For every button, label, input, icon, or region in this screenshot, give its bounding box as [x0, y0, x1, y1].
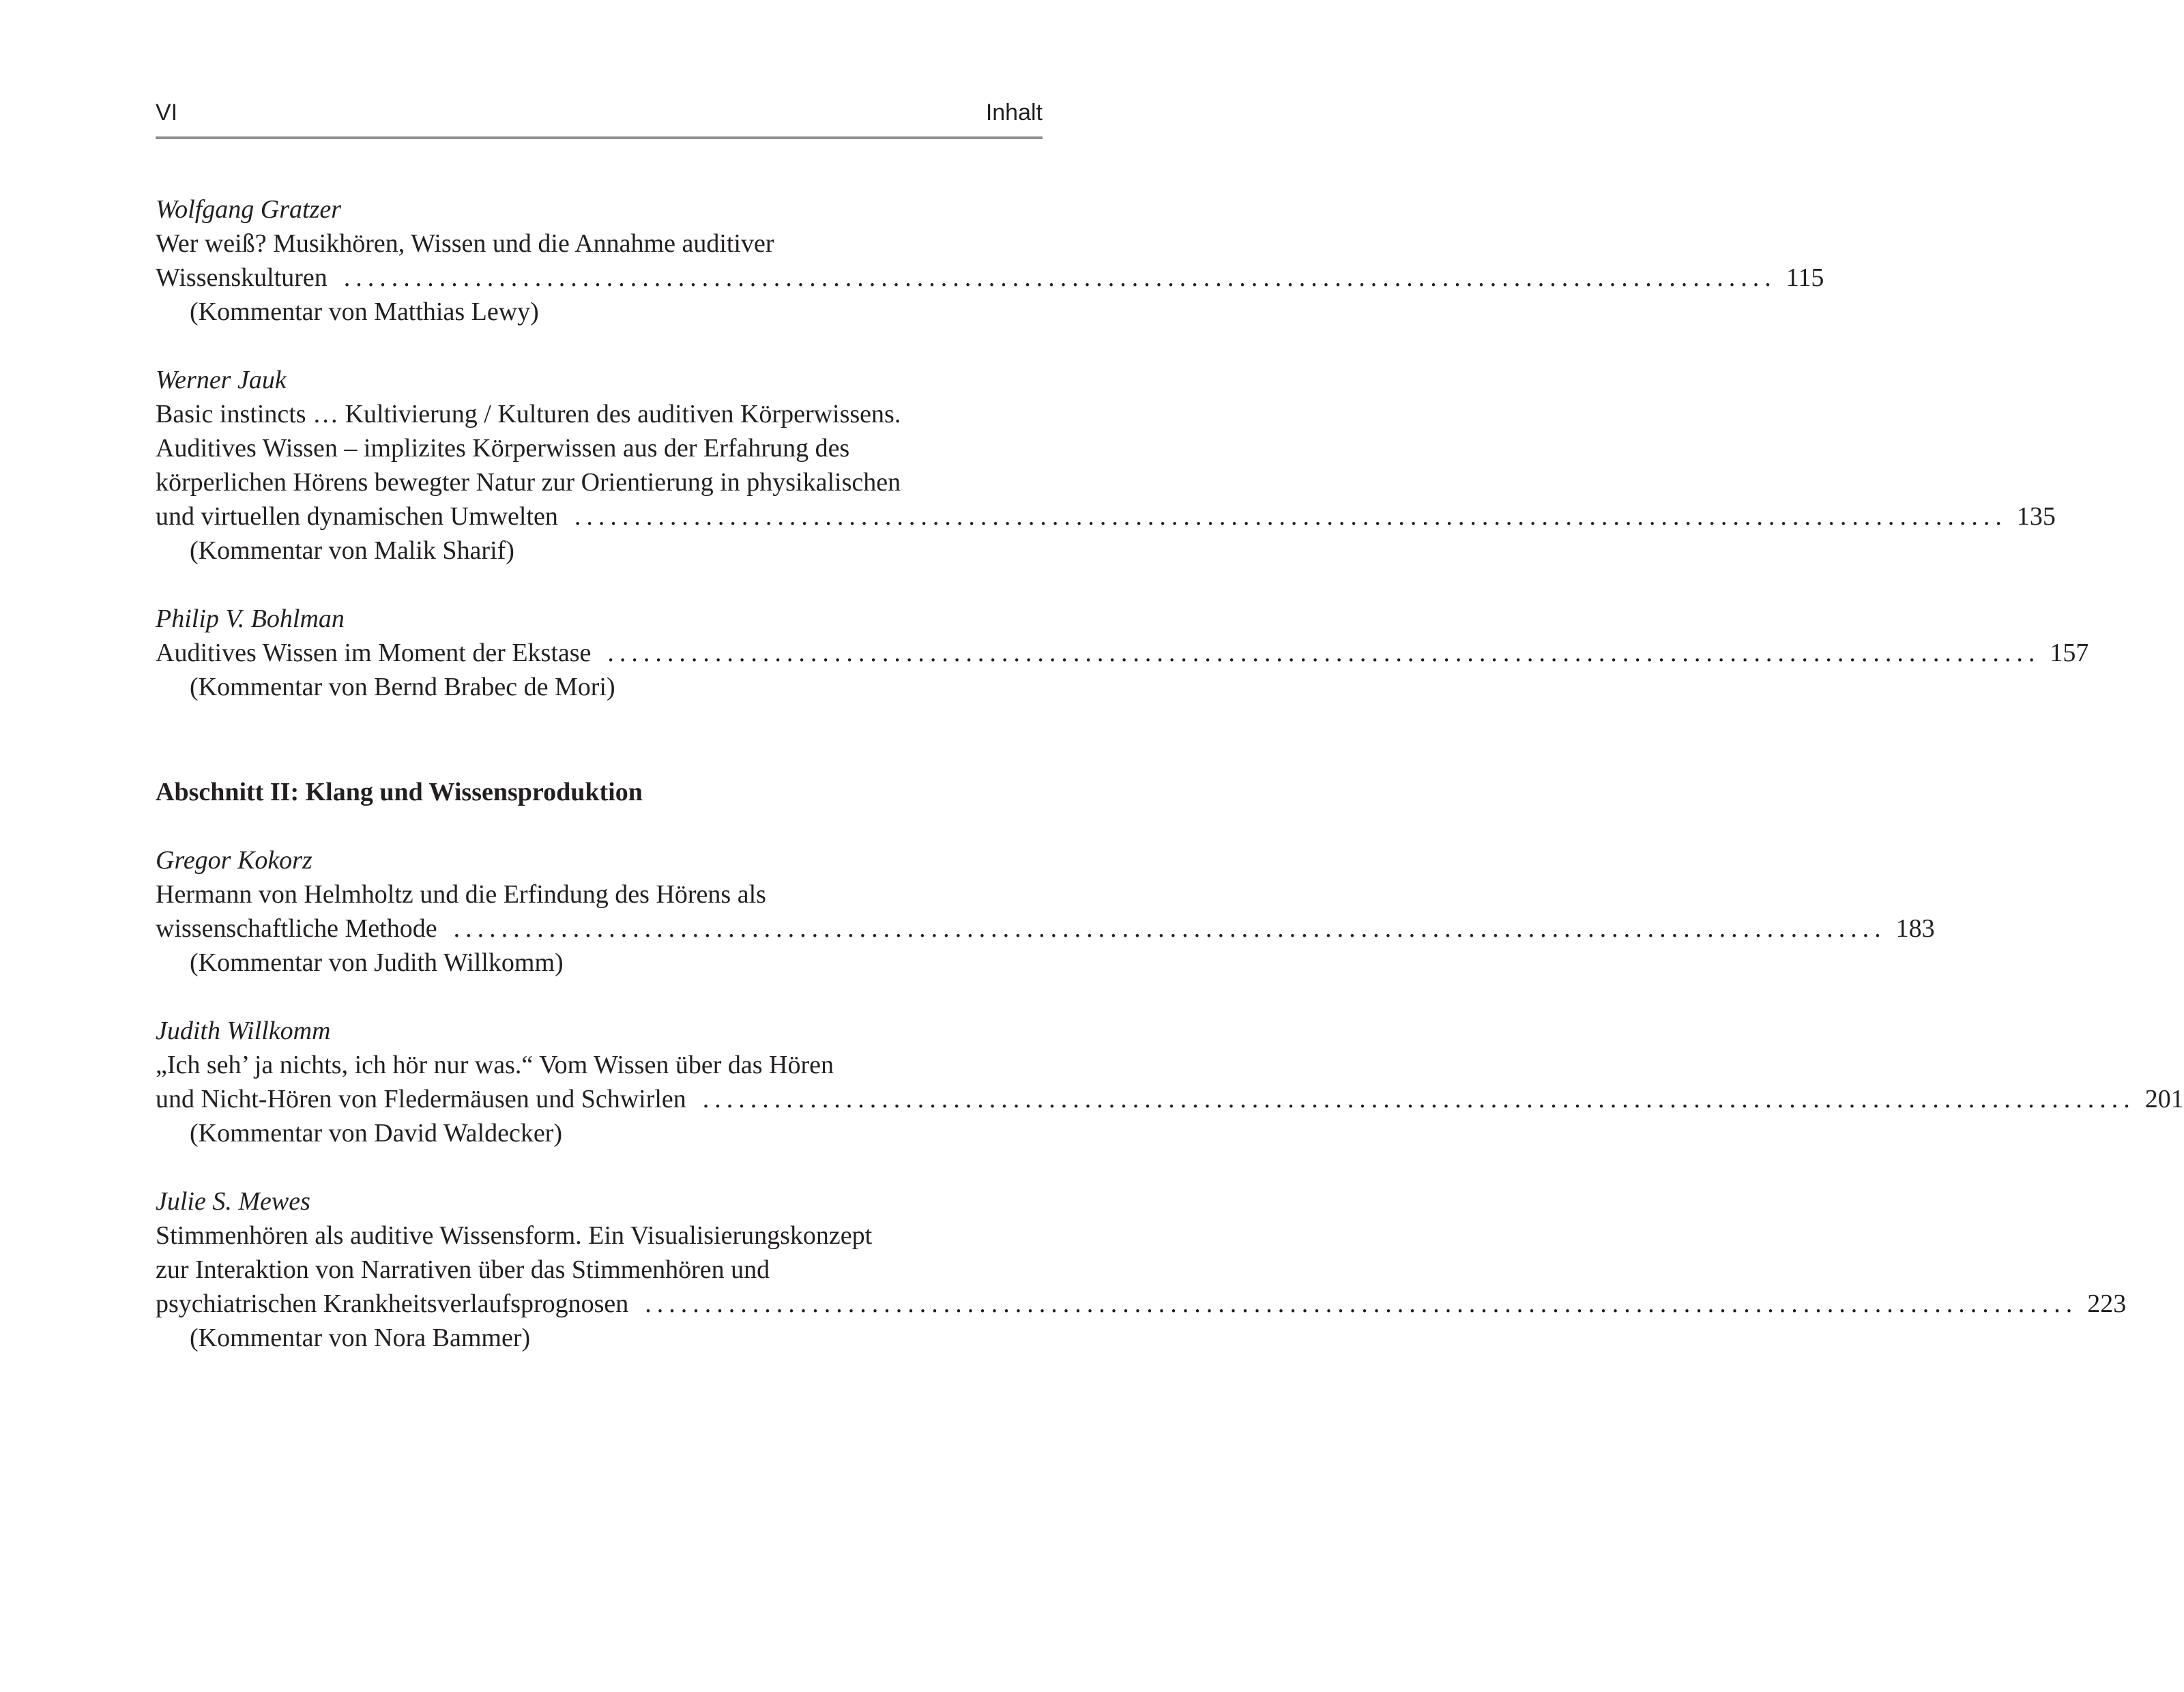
- toc-entry-title-text: und virtuellen dynamischen Umwelten: [156, 502, 558, 531]
- toc-entry-author: Philip V. Bohlman: [156, 604, 345, 633]
- toc-entry-page-number: 115: [1786, 263, 1824, 292]
- toc-part-2: [156, 843, 2184, 1355]
- toc-entry-comment: (Kommentar von Nora Bammer): [190, 1324, 531, 1352]
- toc-entry: [156, 363, 2056, 568]
- toc-entry-title-line: zur Interaktion von Narrativen über das Stimmenhören und: [156, 1255, 770, 1284]
- toc-entry-title-last-line: [156, 499, 2056, 534]
- toc-part-1: [156, 192, 2089, 704]
- toc-entry-title-line: körperlichen Hörens bewegter Natur zur Orientierung in physikalischen: [156, 468, 901, 497]
- toc-entry-author: Werner Jauk: [156, 366, 287, 394]
- toc-entry-comment: (Kommentar von Malik Sharif): [190, 536, 514, 565]
- dot-leader: ........................................................................................................................: [607, 639, 2041, 667]
- book-page: [156, 96, 2184, 1389]
- dot-leader: ........................................................................................................................: [574, 502, 2007, 531]
- toc-entry-comment: (Kommentar von Bernd Brabec de Mori): [190, 673, 615, 701]
- toc-entry-title-last-line: [156, 1082, 2184, 1116]
- toc-entry: [156, 1184, 2127, 1355]
- section-heading: Abschnitt II: Klang und Wissensproduktion: [156, 778, 643, 806]
- toc-entry-title-line: Auditives Wissen – implizites Körperwissen aus der Erfahrung des: [156, 434, 850, 463]
- toc-entry-title-line: Stimmenhören als auditive Wissensform. Ein Visualisierungskonzept: [156, 1221, 873, 1250]
- toc-entry-page-number: 223: [2087, 1289, 2127, 1318]
- dot-leader: ........................................................................................................................: [645, 1289, 2078, 1318]
- toc-entry-author: Wolfgang Gratzer: [156, 195, 342, 224]
- toc-entry-author: Judith Willkomm: [156, 1017, 331, 1045]
- toc-entry-title-last-line: [156, 911, 1935, 946]
- toc-entry-author: Gregor Kokorz: [156, 846, 312, 875]
- toc-entry-page-number: 183: [1895, 914, 1935, 943]
- toc-entry-page-number: 135: [2016, 502, 2056, 531]
- toc-entry-title-text: psychiatrischen Krankheitsverlaufsprognosen: [156, 1289, 629, 1318]
- page-folio: VI: [156, 100, 178, 126]
- toc-entry-page-number: 157: [2050, 639, 2089, 667]
- toc-entry-title-text: Wissenskulturen: [156, 263, 327, 292]
- dot-leader: ........................................................................................................................: [343, 263, 1777, 292]
- toc-entry-title-last-line: [156, 1287, 2127, 1321]
- toc-entry-page-number: 201: [2144, 1085, 2184, 1113]
- toc-entry-title-text: und Nicht-Hören von Fledermäusen und Schwirlen: [156, 1085, 686, 1113]
- toc-entry-title-line: Wer weiß? Musikhören, Wissen und die Annahme auditiver: [156, 229, 774, 258]
- toc-entry: [156, 843, 1935, 980]
- toc-entry-title-text: Auditives Wissen im Moment der Ekstase: [156, 639, 592, 667]
- toc-entry-title-last-line: [156, 636, 2089, 670]
- dot-leader: ........................................................................................................................: [702, 1085, 2136, 1113]
- toc-entry: [156, 1014, 2184, 1150]
- table-of-contents: [156, 192, 2184, 1355]
- toc-entry: [156, 192, 1824, 329]
- toc-entry-comment: (Kommentar von Judith Willkomm): [190, 948, 564, 977]
- running-head: [156, 96, 1043, 139]
- toc-entry-author: Julie S. Mewes: [156, 1187, 310, 1216]
- toc-entry-title-line: „Ich seh’ ja nichts, ich hör nur was.“ Vom Wissen über das Hören: [156, 1051, 834, 1079]
- toc-entry-title-last-line: [156, 261, 1824, 295]
- dot-leader: ........................................................................................................................: [453, 914, 1887, 943]
- toc-entry-comment: (Kommentar von Matthias Lewy): [190, 297, 539, 326]
- toc-entry: [156, 602, 2089, 704]
- toc-entry-title-text: wissenschaftliche Methode: [156, 914, 437, 943]
- toc-entry-comment: (Kommentar von David Waldecker): [190, 1119, 562, 1148]
- running-head-title: Inhalt: [985, 100, 1043, 126]
- toc-entry-title-line: Hermann von Helmholtz und die Erfindung des Hörens als: [156, 880, 766, 909]
- toc-entry-title-line: Basic instincts … Kultivierung / Kulturen des auditiven Körperwissens.: [156, 400, 901, 428]
